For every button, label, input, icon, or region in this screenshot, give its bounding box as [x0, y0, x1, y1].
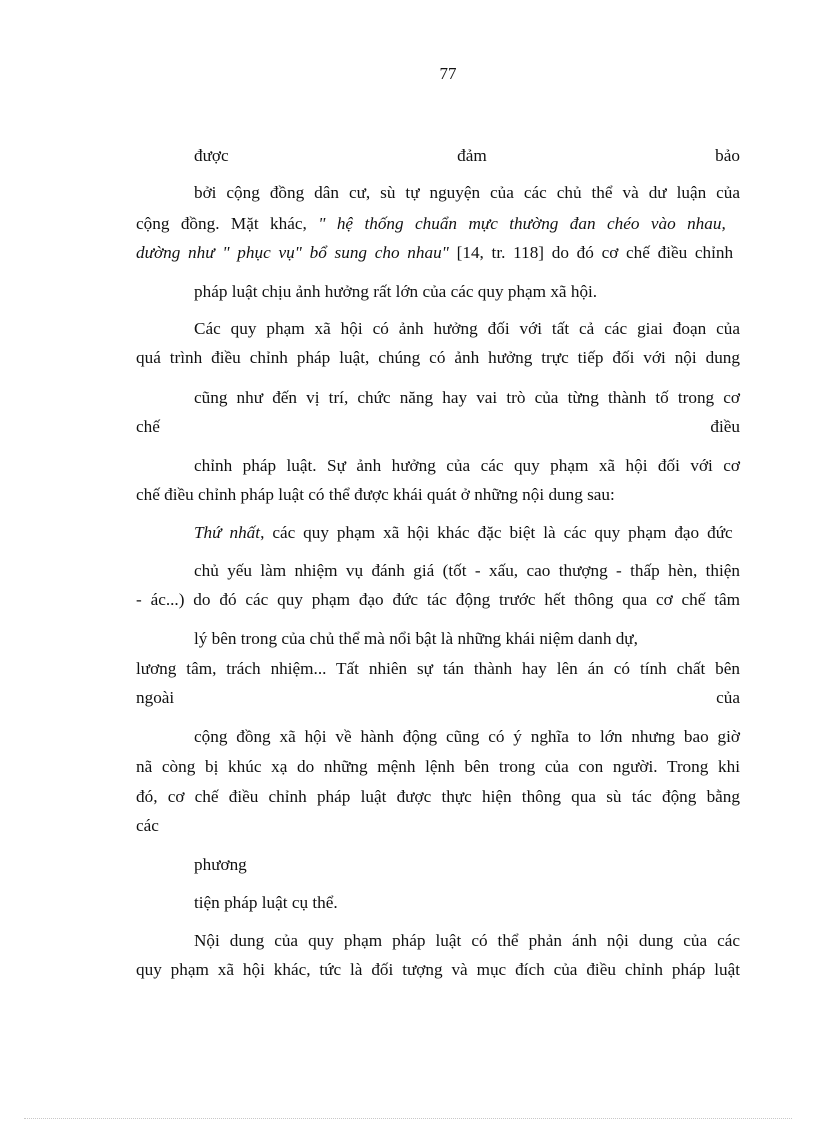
text-run: cộng đồng. Mặt khác, [136, 214, 319, 233]
word: được [194, 146, 229, 165]
text-line [136, 213, 740, 235]
word: điều [710, 417, 740, 436]
text-line [136, 687, 740, 709]
quote-text: dường như " phục vụ" bổ sung cho nhau" [136, 243, 449, 262]
text-line: cộng đồng xã hội về hành động cũng có ý nghĩa to lớn nhưng bao giờ [194, 727, 740, 746]
text-line: chỉnh pháp luật. Sự ảnh hưởng của các quy phạm xã hội đối với cơ [194, 456, 740, 475]
text-line: cũng như đến vị trí, chức năng hay vai trò của từng thành tố trong cơ [194, 388, 740, 407]
text-line: lý bên trong của chủ thể mà nổi bật là những khái niệm danh dự, [194, 629, 638, 648]
text-line: quy phạm xã hội khác, tức là đối tượng và mục đích của điều chỉnh pháp luật [136, 960, 740, 979]
text-line: pháp luật chịu ảnh hưởng rất lớn của các quy phạm xã hội. [194, 282, 598, 301]
text-line [194, 522, 740, 544]
quote-text: " hệ thống chuẩn mực thường đan chéo vào nhau, [318, 214, 726, 233]
text-line: các [136, 816, 159, 835]
text-line [136, 242, 740, 264]
page-bottom-divider [24, 1118, 792, 1119]
word: bảo [715, 146, 740, 165]
word: chế [136, 417, 160, 436]
emphasis-text: Thứ nhất [194, 523, 261, 542]
word: ngoài [136, 688, 175, 707]
page-number: 77 [439, 64, 457, 83]
text-line [136, 416, 740, 438]
text-line: nã còng bị khúc xạ do những mệnh lệnh bên trong của con người. Trong khi [136, 757, 740, 776]
text-line: Nội dung của quy phạm pháp luật có thể phản ánh nội dung của các [194, 931, 740, 950]
text-line: phương [194, 855, 247, 874]
text-line: chủ yếu làm nhiệm vụ đánh giá (tốt - xấu, cao thượng - thấp hèn, thiện [194, 561, 740, 580]
text-line: - ác...) do đó các quy phạm đạo đức tác động trước hết thông qua cơ chế tâm [136, 590, 740, 609]
text-line: lương tâm, trách nhiệm... Tất nhiên sự tán thành hay lên án có tính chất bên [136, 659, 740, 678]
text-line: quá trình điều chỉnh pháp luật, chúng có ảnh hưởng trực tiếp đối với nội dung [136, 348, 740, 367]
word: của [716, 688, 740, 707]
word: đảm [457, 146, 487, 165]
text-line: đó, cơ chế điều chỉnh pháp luật được thực hiện thông qua sù tác động bằng [136, 787, 740, 806]
text-line: tiện pháp luật cụ thể. [194, 893, 338, 912]
text-line [194, 145, 740, 167]
text-line: bởi cộng đồng dân cư, sù tự nguyện của các chủ thể và dư luận của [194, 183, 740, 202]
citation-text: [14, tr. 118] do đó cơ chế điều chỉnh [448, 243, 734, 262]
text-run: , các quy phạm xã hội khác đặc biệt là các quy phạm đạo đức [260, 523, 733, 542]
text-line: chế điều chỉnh pháp luật có thể được khái quát ở những nội dung sau: [136, 485, 615, 504]
text-line: Các quy phạm xã hội có ảnh hưởng đối với tất cả các giai đoạn của [194, 319, 740, 338]
